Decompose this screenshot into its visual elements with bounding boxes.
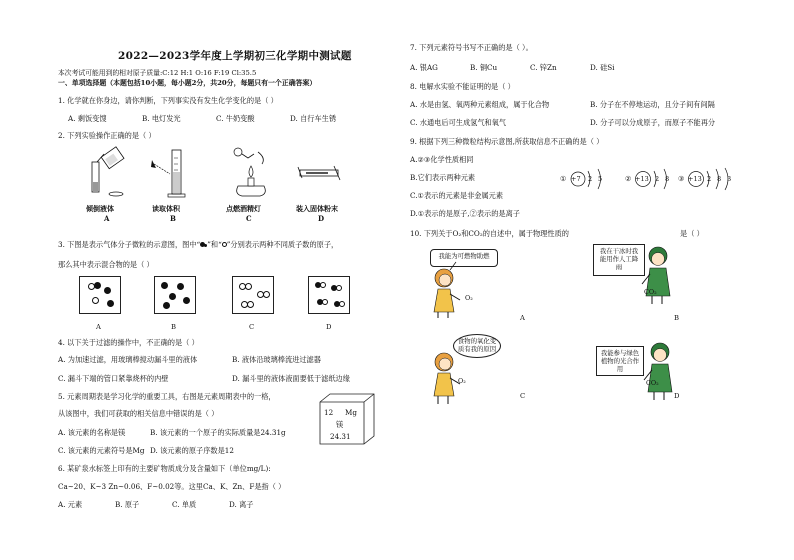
bubble-b: 我在干冰时我能用作人工降雨 (593, 244, 645, 276)
solid-atom (107, 300, 114, 307)
solid-atom (161, 282, 168, 289)
section-one-heading: 一、单项选择题（本题包括10小题，每小题2分，共20分，每题只有一个正确答案） (58, 79, 317, 87)
hollow-atom (92, 297, 99, 304)
q2-letter-d[interactable]: D (318, 214, 325, 223)
particle-3-nucleus: +13 (688, 175, 702, 183)
bubble-c: 食物的氧化变质有我的原因 (453, 334, 501, 358)
add-powder-illustration (296, 164, 344, 202)
gas-label-d: CO₂ (646, 379, 659, 387)
q3-stem-line2: 那么其中表示混合物的是（ ） (58, 260, 154, 269)
q7-option-c[interactable]: C. 锌Zn (530, 63, 557, 72)
q2-caption-a: 倾倒液体 (86, 204, 114, 213)
q6-option-c[interactable]: C. 单质 (172, 500, 197, 509)
q3-letter-c: C (249, 323, 255, 331)
girl-o2-illustration-a (428, 262, 478, 320)
particle-2-shell-1: 2 (655, 175, 660, 183)
particle-2-shell-2: 8 (665, 175, 670, 183)
particle-1-shell-2: 5 (598, 175, 603, 183)
q6-stem: 6. 某矿泉水标签上印有的主要矿物质成分及含量如下（单位mg/L): (58, 464, 271, 473)
bubble-a: 我能为可燃物助燃 (430, 249, 498, 267)
hollow-atom (247, 301, 254, 308)
hollow-atom (336, 285, 342, 291)
girl-o2-illustration-c (428, 348, 478, 408)
q8-option-c[interactable]: C. 水通电后可生成氢气和氧气 (410, 118, 507, 127)
q2-caption-b: 读取体积 (152, 204, 180, 213)
particle-3-label: ③ (678, 175, 685, 183)
q2-caption-c: 点燃酒精灯 (226, 204, 261, 213)
particle-3-shell-2: 8 (717, 175, 722, 183)
q1-option-a[interactable]: A. 剩饭变馊 (68, 114, 107, 123)
particle-3-shell-1: 2 (707, 175, 712, 183)
q3-stem-part3: ”分别表示两种不同质子数的原子， (226, 240, 339, 249)
solid-atom (169, 293, 176, 300)
q10-letter-c[interactable]: C (520, 392, 526, 400)
q8-option-b[interactable]: B. 分子在不停地运动，且分子间有间隔 (590, 100, 715, 109)
q9-option-d[interactable]: D.①表示的是原子,②表示的是离子 (410, 209, 520, 218)
q8-stem: 8. 电解水实验不能证明的是（ ） (410, 82, 515, 91)
bubble-d: 我能参与绿色植物的光合作用 (596, 346, 644, 376)
hollow-atom (245, 283, 252, 290)
solid-atom (177, 283, 184, 290)
exam-title: 2022—2023学年度上学期初三化学期中测试题 (118, 50, 352, 62)
q6-option-a[interactable]: A. 元素 (58, 500, 83, 509)
gas-label-c: O₂ (458, 377, 466, 385)
q3-box-a[interactable] (79, 276, 121, 314)
particle-2-nucleus: +13 (635, 175, 649, 183)
particle-3-shell-3: 3 (727, 175, 732, 183)
solid-atom (94, 282, 101, 289)
q5-option-b[interactable]: B. 该元素的一个原子的实际质量是24.31g (150, 428, 286, 437)
q7-option-a[interactable]: A. 银AG (410, 63, 438, 72)
periodic-cell-number: 12 (324, 408, 334, 417)
periodic-cell-symbol: Mg (345, 408, 357, 417)
q2-stem: 2. 下列实验操作正确的是（ ） (58, 131, 156, 140)
q9-option-a[interactable]: A.②③化学性质相同 (410, 155, 474, 164)
hollow-atom (322, 299, 328, 305)
q2-letter-a[interactable]: A (104, 214, 110, 223)
q10-letter-d[interactable]: D (674, 392, 680, 400)
q3-box-c[interactable] (232, 276, 274, 314)
q2-letter-b[interactable]: B (170, 214, 176, 223)
q3-letter-a: A (96, 323, 101, 331)
q3-box-d[interactable] (308, 276, 350, 314)
solid-atom (104, 287, 111, 294)
q5-stem-line2: 从该图中，我们可获取的相关信息中错误的是（ ） (58, 409, 219, 418)
particle-1-nucleus: +7 (571, 175, 581, 183)
q5-option-d[interactable]: D. 该元素的原子序数是12 (150, 446, 234, 455)
q3-stem-part2: ”和“ (207, 240, 222, 249)
hollow-atom (320, 282, 326, 288)
q3-letter-d: D (326, 323, 332, 331)
q4-option-d[interactable]: D. 漏斗里的液体液面要低于滤纸边缘 (232, 374, 350, 383)
q6-option-d[interactable]: D. 离子 (229, 500, 254, 509)
gas-label-b: CO₂ (644, 288, 657, 296)
q2-letter-c[interactable]: C (246, 214, 252, 223)
q6-stem-line2: Ca~20、K~3 Zn~0.06、F~0.02等。这里Ca、K、Zn、F是指（ ） (58, 482, 286, 491)
solid-atom (183, 297, 190, 304)
particle-1-shell-1: 2 (588, 175, 593, 183)
q5-option-c[interactable]: C. 该元素的元素符号是Mg (58, 446, 145, 455)
light-alcohol-lamp-illustration (228, 146, 274, 202)
q7-option-d[interactable]: D. 硅Si (590, 63, 615, 72)
q8-option-a[interactable]: A. 水是由氢、氧两种元素组成，属于化合物 (410, 100, 550, 109)
hollow-atom (263, 291, 270, 298)
q4-option-a[interactable]: A. 为加速过滤，用玻璃棒搅动漏斗里的液体 (58, 355, 198, 364)
periodic-cell-name: 镁 (336, 420, 344, 429)
q1-option-c[interactable]: C. 牛奶变酸 (216, 114, 255, 123)
q10-stem: 10. 下列关于O₂和CO₂的自述中，属于物理性质的 (410, 229, 569, 238)
q9-option-b[interactable]: B.它们表示两种元素 (410, 173, 476, 182)
q5-option-a[interactable]: A. 该元素的名称是镁 (58, 428, 126, 437)
q1-option-d[interactable]: D. 自行车生锈 (290, 114, 337, 123)
atomic-mass-note: 本次考试可能用到的相对原子质量:C:12 H:1 O:16 F:19 Cl:35.5 (58, 69, 257, 77)
periodic-cell-mass: 24.31 (330, 432, 351, 441)
q10-letter-a[interactable]: A (520, 314, 525, 322)
q8-option-d[interactable]: D. 分子可以分成原子，而原子不能再分 (590, 118, 716, 127)
q10-stem-end: 是（ ） (680, 229, 704, 238)
q3-letter-b: B (171, 323, 176, 331)
q3-stem (58, 240, 338, 250)
particle-2-label: ② (625, 175, 632, 183)
q4-stem: 4. 以下关于过滤的操作中，不正确的是（ ） (58, 338, 199, 347)
boy-co2-illustration-d (640, 338, 690, 402)
q5-stem: 5. 元素周期表是学习化学的重要工具，右图是元素周期表中的一格， (58, 392, 276, 401)
pour-liquid-illustration (84, 146, 134, 202)
q3-stem-part1: 3. 下图是表示气体分子微粒的示意图，图中“ (58, 240, 201, 249)
q7-option-b[interactable]: B. 铜Cu (470, 63, 498, 72)
hollow-atom (339, 301, 345, 307)
q9-stem: 9. 根据下列三种微粒结构示意图,所获取信息不正确的是（ ） (410, 137, 604, 146)
read-volume-illustration (150, 148, 194, 202)
solid-atom (163, 302, 170, 309)
q2-caption-d: 装入固体粉末 (296, 204, 338, 213)
q6-option-b[interactable]: B. 原子 (115, 500, 140, 509)
particle-1-label: ① (560, 175, 567, 183)
q9-option-c[interactable]: C.①表示的元素是非金属元素 (410, 191, 504, 200)
q4-option-c[interactable]: C. 漏斗下端的管口紧靠烧杯的内壁 (58, 374, 169, 383)
q3-box-b[interactable] (154, 276, 196, 314)
q1-option-b[interactable]: B. 电灯发光 (142, 114, 181, 123)
q1-stem: 1. 化学就在你身边，请你判断，下列事实没有发生化学变化的是（ ） (58, 96, 278, 105)
q7-stem: 7. 下列元素符号书写不正确的是（ ）。 (410, 43, 533, 52)
gas-label-a: O₂ (465, 294, 473, 302)
q10-letter-b[interactable]: B (674, 314, 679, 322)
q4-option-b[interactable]: B. 液体沿玻璃棒流进过滤器 (232, 355, 321, 364)
